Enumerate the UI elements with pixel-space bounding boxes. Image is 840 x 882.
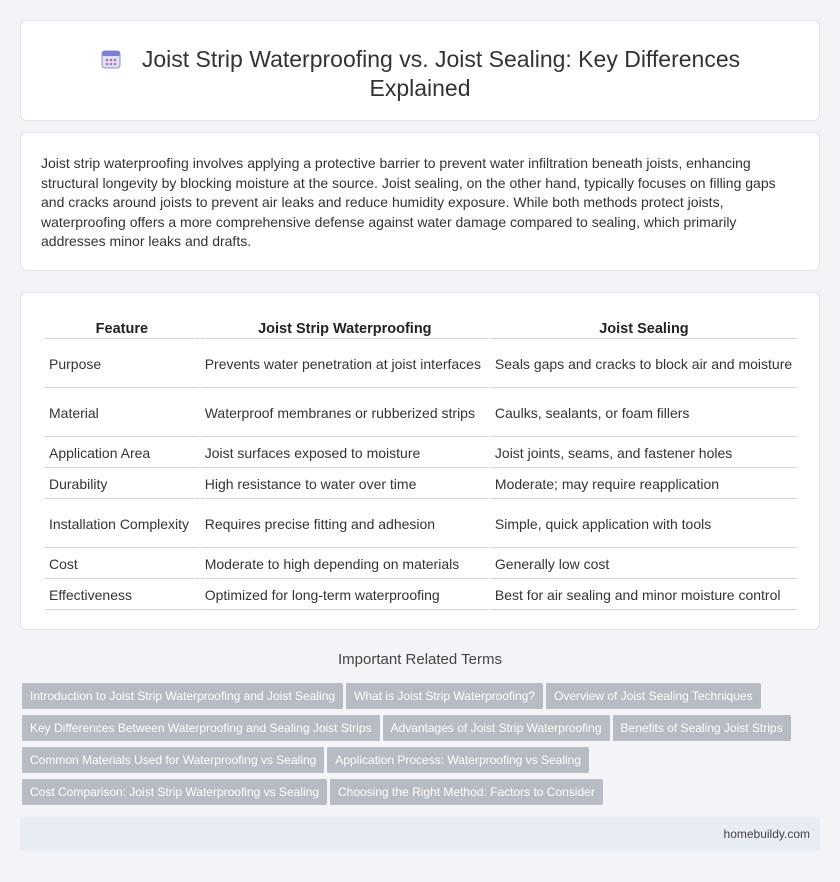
table-cell: Purpose <box>45 341 199 388</box>
footer-site-link[interactable]: homebuildy.com <box>723 827 810 841</box>
table-cell: Joist joints, seams, and fastener holes <box>491 439 797 468</box>
table-row <box>45 550 797 579</box>
calendar-icon <box>100 48 122 70</box>
table-cell: Simple, quick application with tools <box>491 501 797 548</box>
table-cell: Optimized for long-term waterproofing <box>201 581 489 610</box>
table-row <box>45 581 797 610</box>
related-term-link[interactable]: What is Joist Strip Waterproofing? <box>346 683 543 709</box>
table-cell: Application Area <box>45 439 199 468</box>
table-cell: Best for air sealing and minor moisture control <box>491 581 797 610</box>
related-terms-heading: Important Related Terms <box>338 651 502 668</box>
table-row <box>45 390 797 437</box>
related-term-link[interactable]: Cost Comparison: Joist Strip Waterproofing vs Sealing <box>22 779 327 805</box>
column-header: Joist Strip Waterproofing <box>201 317 489 339</box>
related-term-link[interactable]: Key Differences Between Waterproofing and Sealing Joist Strips <box>22 715 380 741</box>
table-cell: High resistance to water over time <box>201 470 489 499</box>
comparison-table <box>43 315 799 612</box>
table-cell: Cost <box>45 550 199 579</box>
table-cell: Joist surfaces exposed to moisture <box>201 439 489 468</box>
table-cell: Material <box>45 390 199 437</box>
table-cell: Moderate to high depending on materials <box>201 550 489 579</box>
related-term-link[interactable]: Choosing the Right Method: Factors to Consider <box>330 779 603 805</box>
intro-card <box>20 132 820 271</box>
related-term-link[interactable]: Overview of Joist Sealing Techniques <box>546 683 761 709</box>
related-term-link[interactable]: Common Materials Used for Waterproofing vs Sealing <box>22 747 324 773</box>
related-term-link[interactable]: Introduction to Joist Strip Waterproofing and Joist Sealing <box>22 683 343 709</box>
related-term-link[interactable]: Benefits of Sealing Joist Strips <box>613 715 791 741</box>
table-row <box>45 439 797 468</box>
header-card <box>20 20 820 121</box>
table-cell: Durability <box>45 470 199 499</box>
page-title-text: Joist Strip Waterproofing vs. Joist Sealing: Key Differences Explained <box>141 46 741 101</box>
column-header: Feature <box>45 317 199 339</box>
table-cell: Waterproof membranes or rubberized strips <box>201 390 489 437</box>
table-cell: Generally low cost <box>491 550 797 579</box>
table-row <box>45 501 797 548</box>
related-term-link[interactable]: Advantages of Joist Strip Waterproofing <box>383 715 610 741</box>
table-cell: Installation Complexity <box>45 501 199 548</box>
comparison-table-card <box>20 292 820 630</box>
table-cell: Requires precise fitting and adhesion <box>201 501 489 548</box>
related-terms-list <box>22 683 812 811</box>
table-row <box>45 341 797 388</box>
table-cell: Seals gaps and cracks to block air and moisture <box>491 341 797 388</box>
table-cell: Caulks, sealants, or foam fillers <box>491 390 797 437</box>
table-cell: Moderate; may require reapplication <box>491 470 797 499</box>
page-title <box>21 45 819 103</box>
column-header: Joist Sealing <box>491 317 797 339</box>
table-header-row <box>45 317 797 339</box>
table-cell: Effectiveness <box>45 581 199 610</box>
table-cell: Prevents water penetration at joist interfaces <box>201 341 489 388</box>
footer <box>20 817 820 851</box>
intro-paragraph: Joist strip waterproofing involves applying a protective barrier to prevent water infiltration beneath joists, enhancing structural longevity by blocking moisture at the source. Joist sealing, on the other hand, typically focuses on filling gaps and cracks around joists to prevent air leaks and reduce humidity exposure. While both methods protect joists, waterproofing offers a more comprehensive defense against water damage compared to sealing, which primarily addresses minor leaks and drafts. <box>41 155 776 250</box>
table-row <box>45 470 797 499</box>
related-term-link[interactable]: Application Process: Waterproofing vs Sealing <box>327 747 589 773</box>
